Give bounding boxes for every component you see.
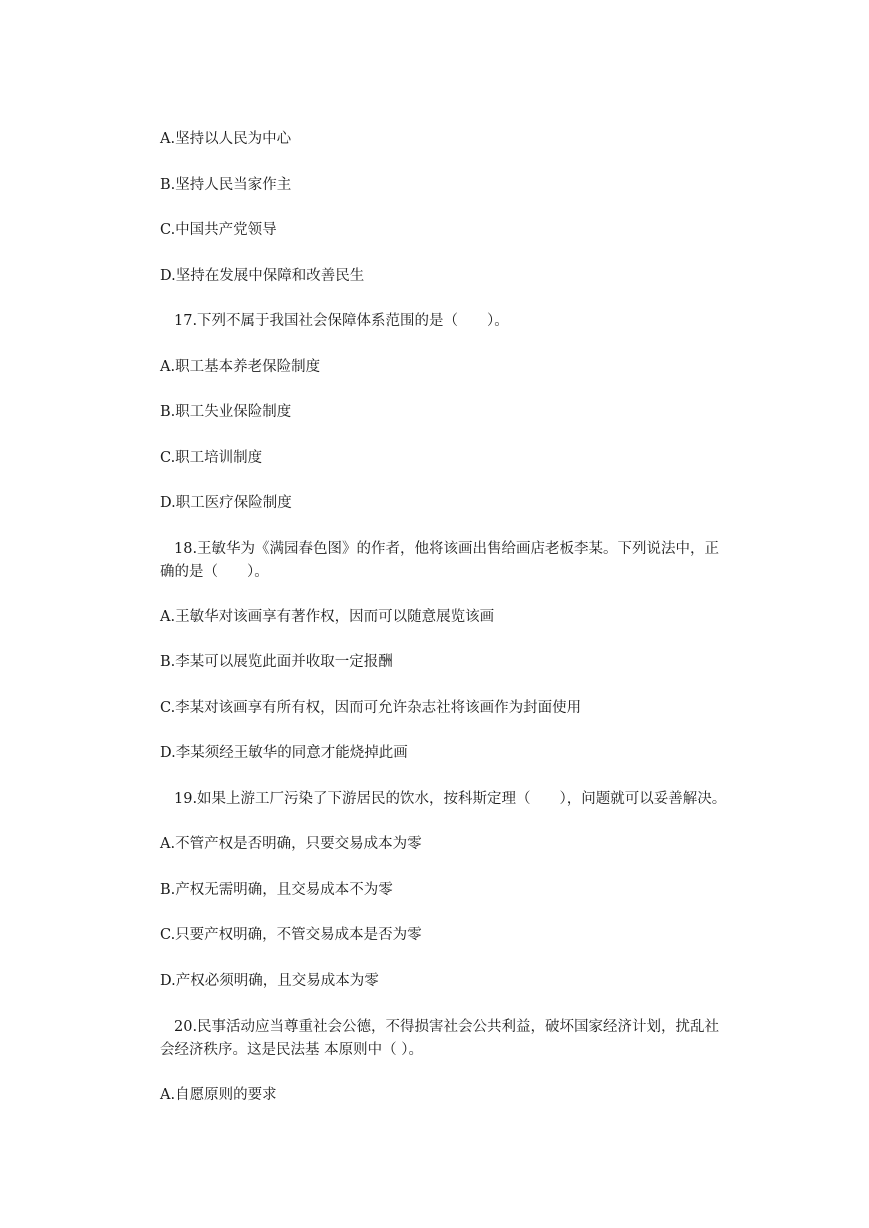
- q19-option-c: C.只要产权明确，不管交易成本是否为零: [160, 927, 422, 943]
- q19-option-a: A.不管产权是否明确，只要交易成本为零: [160, 836, 422, 852]
- q20-stem-line2: 会经济秩序。这是民法基 本原则中（ ）。: [160, 1042, 423, 1058]
- q19-option-b: B.产权无需明确，且交易成本不为零: [160, 882, 393, 898]
- q18-option-c: C.李某对该画享有所有权，因而可允许杂志社将该画作为封面使用: [160, 700, 582, 716]
- q20-option-a: A.自愿原则的要求: [160, 1087, 277, 1103]
- q18-stem-line1: 18.王敏华为《满园春色图》的作者，他将该画出售给画店老板李某。下列说法中，正: [174, 541, 720, 557]
- q16-option-b: B.坚持人民当家作主: [160, 177, 292, 193]
- q17-stem: 17.下列不属于我国社会保障体系范围的是（ ）。: [174, 313, 509, 329]
- q17-option-a: A.职工基本养老保险制度: [160, 359, 321, 375]
- q20-stem-line1: 20.民事活动应当尊重社会公德，不得损害社会公共利益，破坏国家经济计划，扰乱社: [174, 1019, 720, 1035]
- q19-option-d: D.产权必须明确，且交易成本为零: [160, 973, 379, 989]
- q18-stem-line2: 确的是（ ）。: [160, 564, 269, 580]
- q18-option-b: B.李某可以展览此面并收取一定报酬: [160, 654, 393, 670]
- q17-option-d: D.职工医疗保险制度: [160, 495, 292, 511]
- q18-option-a: A.王敏华对该画享有著作权，因而可以随意展览该画: [160, 609, 495, 625]
- q16-option-c: C.中国共产党领导: [160, 222, 277, 238]
- q16-option-d: D.坚持在发展中保障和改善民生: [160, 268, 365, 284]
- q16-option-a: A.坚持以人民为中心: [160, 131, 292, 147]
- q18-option-d: D.李某须经王敏华的同意才能烧掉此画: [160, 745, 408, 761]
- q19-stem: 19.如果上游工厂污染了下游居民的饮水，按科斯定理（ ），问题就可以妥善解决。: [174, 791, 727, 807]
- q17-option-c: C.职工培训制度: [160, 450, 263, 466]
- q17-option-b: B.职工失业保险制度: [160, 404, 292, 420]
